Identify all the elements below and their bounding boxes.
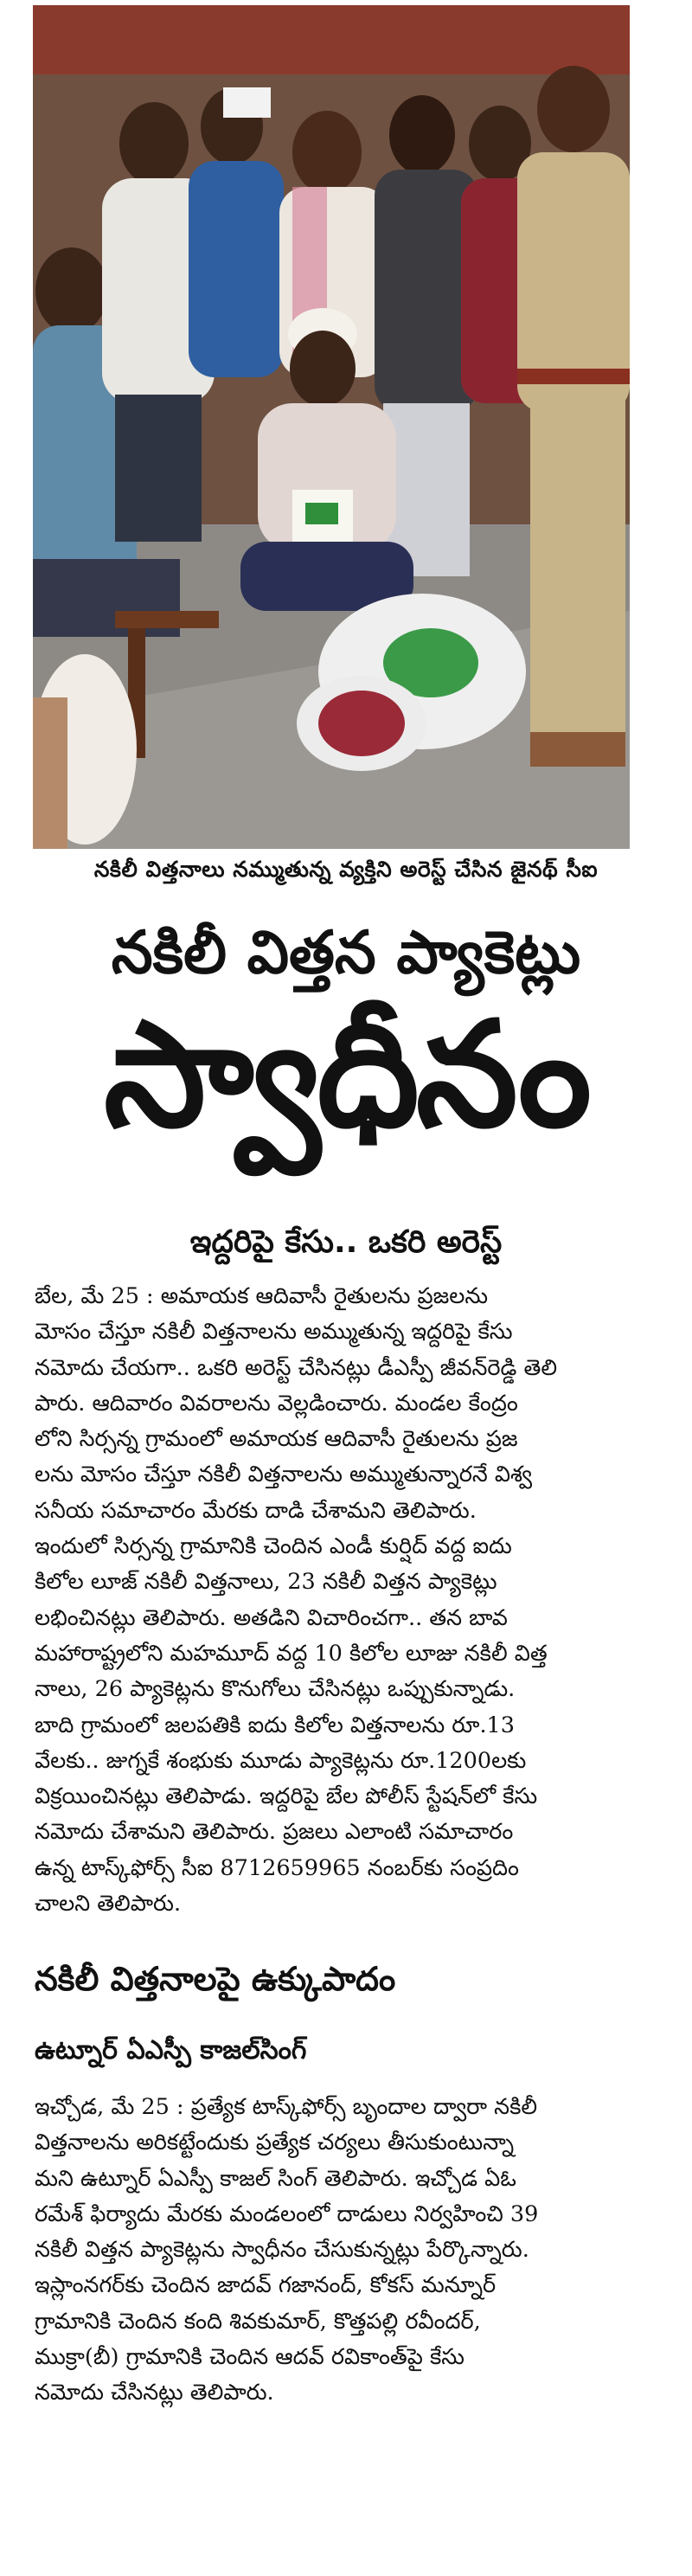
photo-group-people-icon: [33, 5, 630, 849]
article-line: రమేశ్ ఫిర్యాదు మేరకు మండలంలో దాడులు నిర్వహించి 39: [35, 2200, 539, 2227]
article-line: నకిలీ విత్తన ప్యాకెట్లను స్వాధీనం చేసుకున్నట్లు పేర్కొన్నారు.: [35, 2237, 529, 2264]
headline-line-2: స్వాధీనం: [104, 990, 588, 1160]
article-line: ముక్రా(బీ) గ్రామానికి చెందిన ఆదవ్ రవికాంత్‌పై కేసు: [35, 2344, 465, 2371]
article-line: నమోదు చేశామని తెలిపారు. ప్రజలు ఎలాంటి సమాచారం: [35, 1819, 514, 1846]
article-line: బాది గ్రామంలో జలపతికి ఐదు కిలోల విత్తనాలను రూ.13: [35, 1712, 515, 1738]
article-line: లోని సిర్సన్న గ్రామంలో అమాయక ఆదివాసీ రైతులను ప్రజ: [35, 1426, 518, 1453]
article-line: ఇందులో సిర్సన్న గ్రామానికి చెందిన ఎండీ కుర్షిద్ వద్ద ఐదు: [35, 1533, 512, 1560]
article-body-2: [35, 2090, 631, 2412]
article-line: వేలకు.. జుగ్నకే శంభుకు మూడు ప్యాకెట్లను రూ.1200లకు: [35, 1747, 527, 1774]
article-line: ఇచ్చోడ, మే 25 : ప్రత్యేక టాస్క్‌ఫోర్స్ బృందాల ద్వారా నకిలీ: [35, 2094, 538, 2120]
article-line: నాలు, 26 ప్యాకెట్లను కొనుగోలు చేసినట్లు ఒప్పుకున్నాడు.: [35, 1676, 516, 1703]
article-line: లను మోసం చేస్తూ నకిలీ విత్తనాలను అమ్ముతున్నారనే విశ్వ: [35, 1461, 533, 1488]
article-line: పారు. ఆదివారం వివరాలను వెల్లడించారు. మండల కేంద్రం: [35, 1390, 518, 1416]
photo-caption: నకిలీ విత్తనాలు నమ్ముతున్న వ్యక్తిని అరెస్ట్ చేసిన జైనథ్ సీఐ: [93, 857, 599, 882]
article-line: విత్తనాలను అరికట్టేందుకు ప్రత్యేక చర్యలు తీసుకుంటున్నా: [35, 2130, 515, 2156]
news-photo: [33, 5, 630, 849]
subheadline: ఇద్దరిపై కేసు.. ఒకరి అరెస్ట్: [189, 1224, 503, 1260]
article-line: విక్రయించినట్లు తెలిపాడు. ఇద్దరిపై బేల పోలీస్ స్టేషన్‌లో కేసు: [35, 1783, 538, 1810]
article-line: సనీయ సమాచారం మేరకు దాడి చేశామని తెలిపారు.: [35, 1497, 477, 1524]
article-line: నమోదు చేయగా.. ఒకరి అరెస్ట్ చేసినట్లు డీఎస్పీ జీవన్‌రెడ్డి తెలి: [35, 1354, 558, 1381]
article-line: మోసం చేస్తూ నకిలీ విత్తనాలను అమ్ముతున్న ఇద్దరిపై కేసు: [35, 1319, 513, 1346]
article-line: ఉన్న టాస్క్‌ఫోర్స్ సీఐ 8712659965 నంబర్‌కు సంప్రదిం: [35, 1854, 519, 1881]
article-line: గ్రామానికి చెందిన కంది శివకుమార్, కొత్తపల్లి రవీందర్,: [35, 2308, 481, 2335]
article-line: లభించినట్లు తెలిపారు. అతడిని విచారించగా.. తన బావ: [35, 1604, 508, 1631]
article-line: మని ఉట్నూర్ ఏఎస్పీ కాజల్ సింగ్ తెలిపారు. ఇచ్చోడ ఏఓ: [35, 2165, 516, 2192]
article-body-1: [35, 1279, 631, 1922]
article-line: నమోదు చేసినట్లు తెలిపారు.: [35, 2380, 274, 2406]
article-line: మహారాష్ట్రలోని మహమూద్ వద్ద 10 కిలోల లూజు నకిలీ విత్త: [35, 1640, 548, 1667]
article-line: కిలోల లూజ్ నకిలీ విత్తనాలు, 23 నకిలీ విత్తన ప్యాకెట్లు: [35, 1569, 497, 1596]
byline: ఉట్నూర్ ఏఎస్పీ కాజల్‌సింగ్: [35, 2035, 307, 2065]
article-line: చాలని తెలిపారు.: [35, 1891, 182, 1918]
section-heading: నకిలీ విత్తనాలపై ఉక్కుపాదం: [35, 1960, 396, 1998]
headline-line-1: నకిలీ విత్తన ప్యాకెట్లు: [111, 919, 581, 987]
article-line: బేల, మే 25 : అమాయక ఆదివాసీ రైతులను ప్రజలను: [35, 1283, 489, 1309]
article-line: ఇస్లాంనగర్‌కు చెందిన జాదవ్ గజానంద్, కోకస్ మన్నూర్: [35, 2272, 497, 2299]
